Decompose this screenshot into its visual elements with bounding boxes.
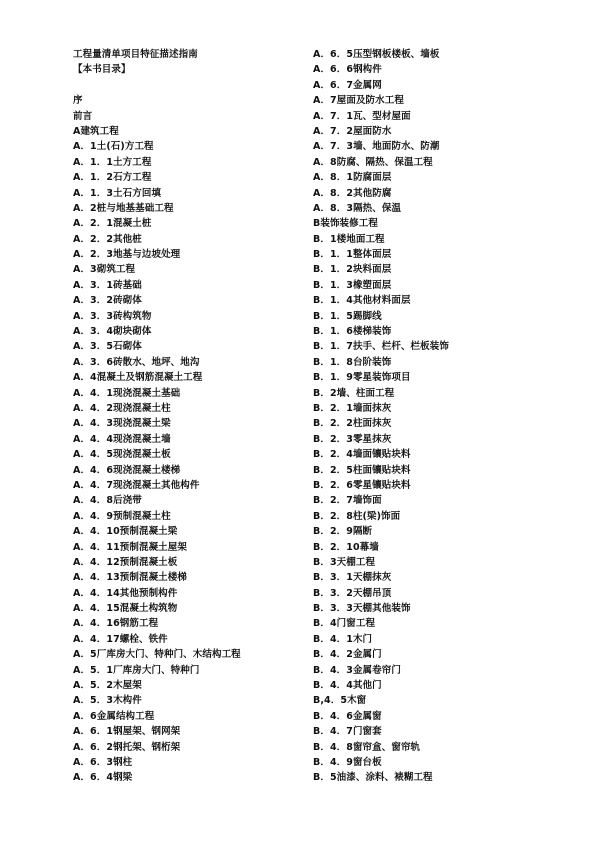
right-toc-line: B．3．3天棚其他装饰 bbox=[313, 603, 411, 615]
left-toc-line: A．5厂库房大门、特种门、木结构工程 bbox=[73, 649, 241, 661]
left-toc-line: A．1．2石方工程 bbox=[73, 172, 152, 184]
left-toc-line: A．4．11预制混凝土屋架 bbox=[73, 541, 187, 553]
left-toc-line: A．5．3木构件 bbox=[73, 695, 142, 707]
left-toc-line: A．4．13预制混凝土楼梯 bbox=[73, 572, 187, 584]
right-toc-line: B．1．3橡塑面层 bbox=[313, 279, 392, 291]
left-toc-line: A．2．2其他桩 bbox=[73, 233, 142, 245]
right-toc-line: A．8．1防腐面层 bbox=[313, 172, 392, 184]
left-toc-line: A．4．17螺栓、铁件 bbox=[73, 633, 168, 645]
right-toc-line: B．3天棚工程 bbox=[313, 556, 376, 568]
right-toc-line: B．4．9窗台板 bbox=[313, 756, 382, 768]
left-toc-line: A．4．9预制混凝土柱 bbox=[73, 510, 171, 522]
right-toc-line: A．8防腐、隔热、保温工程 bbox=[313, 156, 433, 168]
right-toc-line: B．2．7墙饰面 bbox=[313, 495, 382, 507]
right-column bbox=[313, 47, 558, 786]
left-toc-line: A．3．4砌块砌体 bbox=[73, 326, 152, 338]
right-toc-line: B．1．8台阶装饰 bbox=[313, 356, 392, 368]
left-column bbox=[73, 47, 318, 786]
left-toc-line: A．3．1砖基础 bbox=[73, 279, 142, 291]
right-toc-line: B．5油漆、涂料、裱糊工程 bbox=[313, 772, 433, 784]
left-toc-line: A．6金属结构工程 bbox=[73, 710, 155, 722]
right-toc-line: B．3．1天棚抹灰 bbox=[313, 572, 392, 584]
right-toc-line: A．7屋面及防水工程 bbox=[313, 95, 404, 107]
right-toc-line: B．2．8柱(梁)饰面 bbox=[313, 510, 401, 522]
right-toc-line: B．4门窗工程 bbox=[313, 618, 376, 630]
right-toc-line: A．6．5压型钢板楼板、墙板 bbox=[313, 49, 440, 60]
left-toc-line: A．6．4钢梁 bbox=[73, 772, 133, 784]
left-toc-line: A．1．1土方工程 bbox=[73, 156, 152, 168]
right-toc-line: B．4．2金属门 bbox=[313, 649, 382, 661]
right-toc-line: B．1．4其他材料面层 bbox=[313, 295, 411, 307]
right-toc-line: B．2．3零星抹灰 bbox=[313, 433, 392, 445]
right-toc-line: B．2．4墙面镶贴块料 bbox=[313, 449, 411, 461]
right-toc-line: B．1．9零星装饰项目 bbox=[313, 372, 411, 384]
right-toc-line: B．2．10幕墙 bbox=[313, 541, 379, 553]
right-toc-line: B．2．2柱面抹灰 bbox=[313, 418, 392, 430]
left-toc-line: A．4．15混凝土构筑物 bbox=[73, 603, 178, 615]
right-toc-line: B,4．5木窗 bbox=[313, 695, 367, 707]
left-toc-line: A．4．10预制混凝土梁 bbox=[73, 526, 178, 538]
left-toc-line: A．4．3现浇混凝土梁 bbox=[73, 418, 171, 430]
left-toc-line: A建筑工程 bbox=[73, 125, 119, 137]
blank-line bbox=[73, 78, 318, 93]
right-toc-line: A．7．3墙、地面防水、防潮 bbox=[313, 141, 440, 153]
left-toc-line: A．2桩与地基基础工程 bbox=[73, 202, 174, 214]
left-toc-line: A．4．8后浇带 bbox=[73, 495, 142, 507]
right-toc-line: B．4．1木门 bbox=[313, 633, 373, 645]
left-toc-line: A．3．2砖砌体 bbox=[73, 295, 142, 307]
left-toc-line: A．5．2木屋架 bbox=[73, 680, 142, 692]
left-toc-line: A．6．2钢托架、钢桁架 bbox=[73, 741, 181, 753]
right-toc-line: B．4．4其他门 bbox=[313, 680, 382, 692]
right-toc-line: B．1．6楼梯装饰 bbox=[313, 326, 392, 338]
right-toc-line: A．7．1瓦、型材屋面 bbox=[313, 110, 411, 122]
left-toc-line: A．4．12预制混凝土板 bbox=[73, 556, 178, 568]
left-toc-line: A．5．1厂库房大门、特种门 bbox=[73, 664, 200, 676]
left-toc-line: A．3．3砖构筑物 bbox=[73, 310, 152, 322]
left-toc-line: A．6．3钢柱 bbox=[73, 756, 133, 768]
left-toc-line: A．3砌筑工程 bbox=[73, 264, 136, 276]
right-toc-line: B．2．6零星镶贴块料 bbox=[313, 479, 411, 491]
left-toc-line: A．4．7现浇混凝土其他构件 bbox=[73, 479, 200, 491]
right-toc-line: A．6．6钢构件 bbox=[313, 64, 382, 76]
left-toc-line: A．1．3土石方回填 bbox=[73, 187, 162, 199]
left-toc-line: A．3．5石砌体 bbox=[73, 341, 142, 353]
left-toc-line: A．4．5现浇混凝土板 bbox=[73, 449, 171, 461]
right-toc-line: A．7．2屋面防水 bbox=[313, 125, 392, 137]
right-toc-line: B．4．3金属卷帘门 bbox=[313, 664, 401, 676]
left-toc-line: 序 bbox=[73, 95, 83, 107]
right-toc-line: B．1．7扶手、栏杆、栏板装饰 bbox=[313, 341, 449, 353]
left-toc-line: A．4混凝土及钢筋混凝土工程 bbox=[73, 372, 203, 384]
right-toc-line: A．8．3隔热、保温 bbox=[313, 202, 402, 214]
right-toc-line: B．4．7门窗套 bbox=[313, 726, 382, 738]
right-toc-line: B．2墙、柱面工程 bbox=[313, 387, 395, 399]
right-toc-line: B．1．2块料面层 bbox=[313, 264, 392, 276]
right-toc-line: B．2．5柱面镶贴块料 bbox=[313, 464, 411, 476]
right-toc-line: B．3．2天棚吊顶 bbox=[313, 587, 392, 599]
left-toc-line: 前言 bbox=[73, 110, 93, 122]
left-toc-line: A．6．1钢屋架、钢网架 bbox=[73, 726, 181, 738]
left-toc-line: A．4．2现浇混凝土柱 bbox=[73, 402, 171, 414]
right-toc-line: B装饰装修工程 bbox=[313, 218, 378, 230]
left-toc-line: A．2．3地基与边坡处理 bbox=[73, 249, 181, 261]
right-toc-line: B．2．1墙面抹灰 bbox=[313, 402, 392, 414]
left-toc-line: A．4．14其他预制构件 bbox=[73, 587, 178, 599]
left-toc-line: A．4．4现浇混凝土墙 bbox=[73, 433, 171, 445]
right-toc-line: B．4．6金属窗 bbox=[313, 710, 382, 722]
right-toc-line: B．1楼地面工程 bbox=[313, 233, 385, 245]
left-toc-line: A．4．6现浇混凝土楼梯 bbox=[73, 464, 181, 476]
right-toc-line: B．4．8窗帘盒、窗帘轨 bbox=[313, 741, 421, 753]
right-toc-line: A．8．2其他防腐 bbox=[313, 187, 392, 199]
right-toc-line: B．1．5踢脚线 bbox=[313, 310, 382, 322]
left-toc-line: A．4．16钢筋工程 bbox=[73, 618, 159, 630]
left-toc-line: 【本书目录】 bbox=[73, 64, 131, 76]
right-toc-line: A．6．7金属网 bbox=[313, 79, 382, 91]
right-toc-line: B．1．1整体面层 bbox=[313, 249, 392, 261]
left-toc-line: A．3．6砖散水、地坪、地沟 bbox=[73, 356, 200, 368]
left-toc-line: A．4．1现浇混凝土基础 bbox=[73, 387, 181, 399]
right-toc-line: B．2．9隔断 bbox=[313, 526, 373, 538]
left-toc-line: A．2．1混凝土桩 bbox=[73, 218, 152, 230]
left-toc-line: A．1土(石)方工程 bbox=[73, 141, 154, 153]
left-toc-line: 工程量清单项目特征描述指南 bbox=[73, 49, 198, 60]
